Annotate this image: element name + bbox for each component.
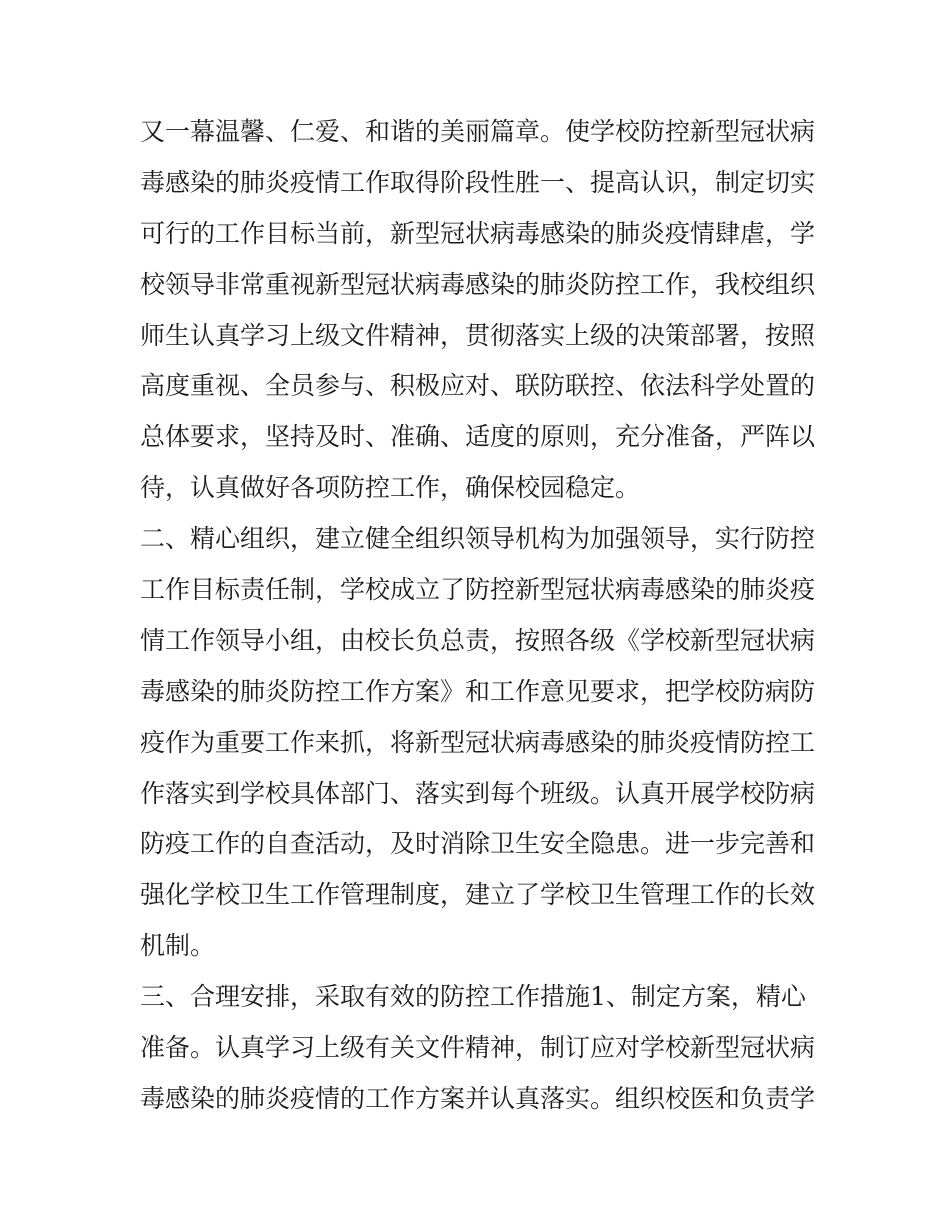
text-line: 师生认真学习上级文件精神，贯彻落实上级的决策部署，按照 xyxy=(140,320,816,350)
text-line: 又一幕温馨、仁爱、和谐的美丽篇章。使学校防控新型冠状病 xyxy=(140,117,816,146)
text-line: 疫作为重要工作来抓，将新型冠状病毒感染的肺炎疫情防控工 xyxy=(140,727,816,757)
text-line: 校领导非常重视新型冠状病毒感染的肺炎防控工作，我校组织 xyxy=(140,269,816,299)
text-line: 机制。 xyxy=(140,931,216,961)
text-line: 准备。认真学习上级有关文件精神，制订应对学校新型冠状病 xyxy=(140,1033,816,1063)
text-line: 防疫工作的自查活动，及时消除卫生安全隐患。进一步完善和 xyxy=(140,829,816,859)
text-line: 毒感染的肺炎疫情工作取得阶段性胜一、提高认识，制定切实 xyxy=(140,167,816,197)
text-line: 待，认真做好各项防控工作，确保校园稳定。 xyxy=(140,473,641,503)
text-line: 毒感染的肺炎防控工作方案》和工作意见要求，把学校防病防 xyxy=(140,676,816,706)
text-line: 毒感染的肺炎疫情的工作方案并认真落实。组织校医和负责学 xyxy=(140,1083,816,1113)
text-line: 二、精心组织，建立健全组织领导机构为加强领导，实行防控 xyxy=(140,524,816,554)
text-line: 工作目标责任制，学校成立了防控新型冠状病毒感染的肺炎疫 xyxy=(140,575,816,605)
text-line: 作落实到学校具体部门、落实到每个班级。认真开展学校防病 xyxy=(140,778,816,808)
text-line: 情工作领导小组，由校长负总责，按照各级《学校新型冠状病 xyxy=(140,625,816,655)
text-line: 高度重视、全员参与、积极应对、联防联控、依法科学处置的 xyxy=(140,371,816,401)
body-text xyxy=(140,107,820,1125)
text-line: 强化学校卫生工作管理制度，建立了学校卫生管理工作的长效 xyxy=(140,880,816,910)
text-line: 可行的工作目标当前，新型冠状病毒感染的肺炎疫情肆虐，学 xyxy=(140,218,816,248)
text-line: 总体要求，坚持及时、准确、适度的原则，充分准备，严阵以 xyxy=(140,422,816,452)
text-line: 三、合理安排，采取有效的防控工作措施1、制定方案，精心 xyxy=(140,982,806,1012)
